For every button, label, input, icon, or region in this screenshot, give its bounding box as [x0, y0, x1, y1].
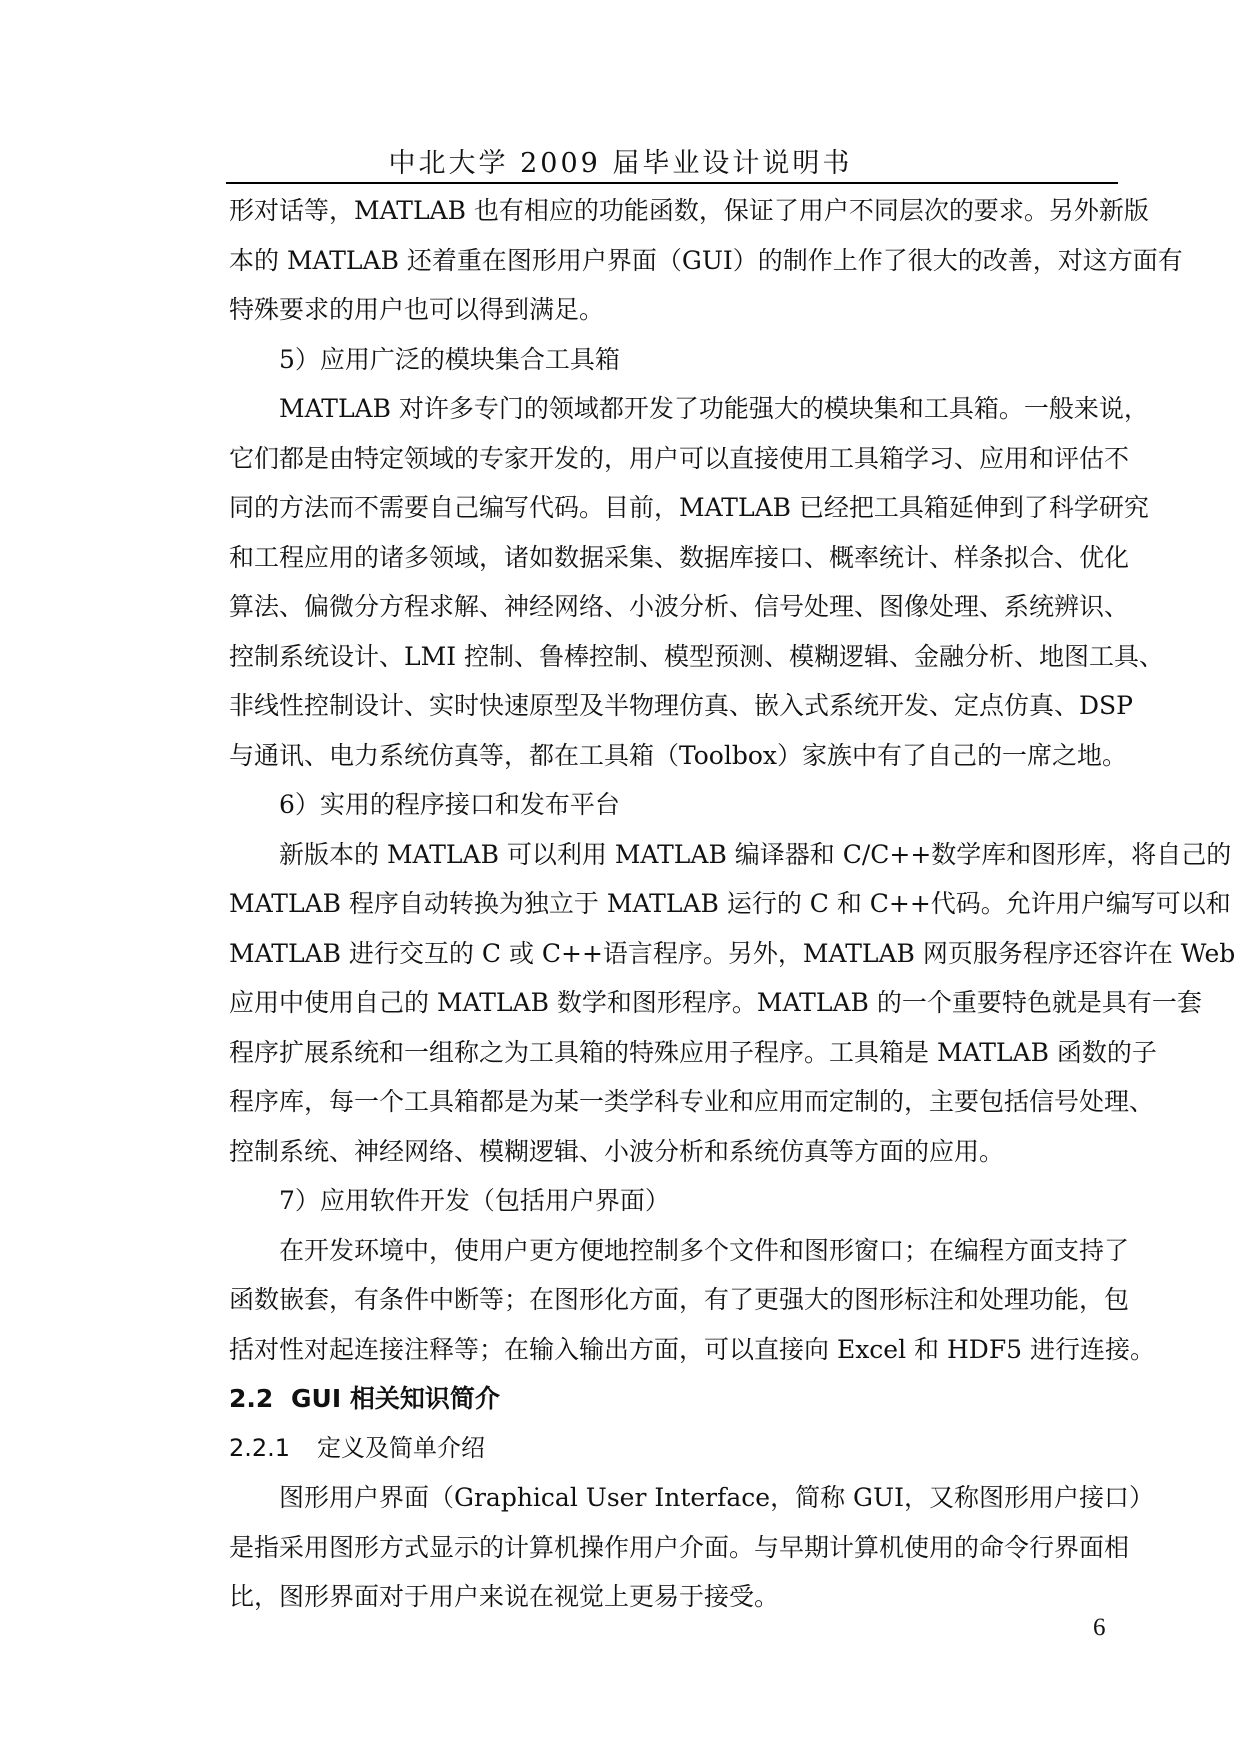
paragraph-line: 特殊要求的用户也可以得到满足。 — [229, 295, 605, 324]
paragraph-line: 控制系统设计、LMI 控制、鲁棒控制、模型预测、模糊逻辑、金融分析、地图工具、 — [229, 641, 1165, 671]
paragraph-line: 非线性控制设计、实时快速原型及半物理仿真、嵌入式系统开发、定点仿真、DSP — [229, 691, 1133, 720]
paragraph-line: 是指采用图形方式显示的计算机操作用户介面。与早期计算机使用的命令行界面相 — [229, 1532, 1130, 1562]
paragraph-line: MATLAB 程序自动转换为独立于 MATLAB 运行的 C 和 C++代码。允许用户编写可以和 — [229, 889, 1231, 918]
list-item-title: 5）应用广泛的模块集合工具箱 — [279, 344, 620, 374]
paragraph-line: 本的 MATLAB 还着重在图形用户界面（GUI）的制作上作了很大的改善，对这方面有 — [229, 245, 1183, 275]
paragraph-line: MATLAB 进行交互的 C 或 C++语言程序。另外，MATLAB 网页服务程序还容许在 Web — [229, 938, 1236, 968]
section-heading — [229, 1374, 1119, 1424]
section-title: GUI 相关知识简介 — [291, 1384, 500, 1413]
paragraph-line: 程序扩展系统和一组称之为工具箱的特殊应用子程序。工具箱是 MATLAB 函数的子 — [229, 1037, 1157, 1067]
paragraph-line: 它们都是由特定领域的专家开发的，用户可以直接使用工具箱学习、应用和评估不 — [229, 443, 1130, 473]
subsection-heading — [229, 1424, 1119, 1474]
list-item-title: 7）应用软件开发（包括用户界面） — [279, 1186, 670, 1215]
running-header: 中北大学 2009 届毕业设计说明书 — [388, 148, 853, 179]
paragraph-line: 应用中使用自己的 MATLAB 数学和图形程序。MATLAB 的一个重要特色就是具有一套 — [229, 988, 1202, 1017]
paragraph-line: 形对话等，MATLAB 也有相应的功能函数，保证了用户不同层次的要求。另外新版 — [229, 196, 1149, 225]
paragraph-line: 与通讯、电力系统仿真等，都在工具箱（Toolbox）家族中有了自己的一席之地。 — [229, 740, 1127, 770]
paragraph-line: 同的方法而不需要自己编写代码。目前，MATLAB 已经把工具箱延伸到了科学研究 — [229, 493, 1149, 522]
subsection-number: 2.2.1 — [229, 1433, 291, 1462]
paragraph-line: 括对性对起连接注释等；在输入输出方面，可以直接向 Excel 和 HDF5 进行连接。 — [229, 1334, 1156, 1364]
paragraph-line: 和工程应用的诸多领域，诸如数据采集、数据库接口、概率统计、样条拟合、优化 — [229, 542, 1130, 572]
paragraph-line: 比，图形界面对于用户来说在视觉上更易于接受。 — [229, 1582, 780, 1611]
paragraph-line: MATLAB 对许多专门的领域都开发了功能强大的模块集和工具箱。一般来说， — [279, 394, 1149, 423]
paragraph-line: 新版本的 MATLAB 可以利用 MATLAB 编译器和 C/C++数学库和图形库，将自己的 — [279, 839, 1232, 869]
paragraph-line: 函数嵌套，有条件中断等；在图形化方面，有了更强大的图形标注和处理功能，包 — [229, 1285, 1130, 1314]
body-text — [229, 186, 1236, 1622]
section-number: 2.2 — [229, 1384, 274, 1413]
paragraph-line: 控制系统、神经网络、模糊逻辑、小波分析和系统仿真等方面的应用。 — [229, 1136, 1005, 1166]
header-rule — [226, 182, 1118, 184]
paragraph-line: 程序库，每一个工具箱都是为某一类学科专业和应用而定制的，主要包括信号处理、 — [229, 1087, 1155, 1116]
paragraph-line: 图形用户界面（Graphical User Interface，简称 GUI，又称图形用户接口） — [279, 1483, 1154, 1512]
list-item-title: 6）实用的程序接口和发布平台 — [279, 790, 620, 819]
paragraph-line: 算法、偏微分方程求解、神经网络、小波分析、信号处理、图像处理、系统辨识、 — [229, 592, 1130, 621]
page-number: 6 — [1093, 1614, 1106, 1641]
subsection-title: 定义及简单介绍 — [317, 1433, 485, 1462]
paragraph-line: 在开发环境中，使用户更方便地控制多个文件和图形窗口；在编程方面支持了 — [279, 1235, 1130, 1265]
